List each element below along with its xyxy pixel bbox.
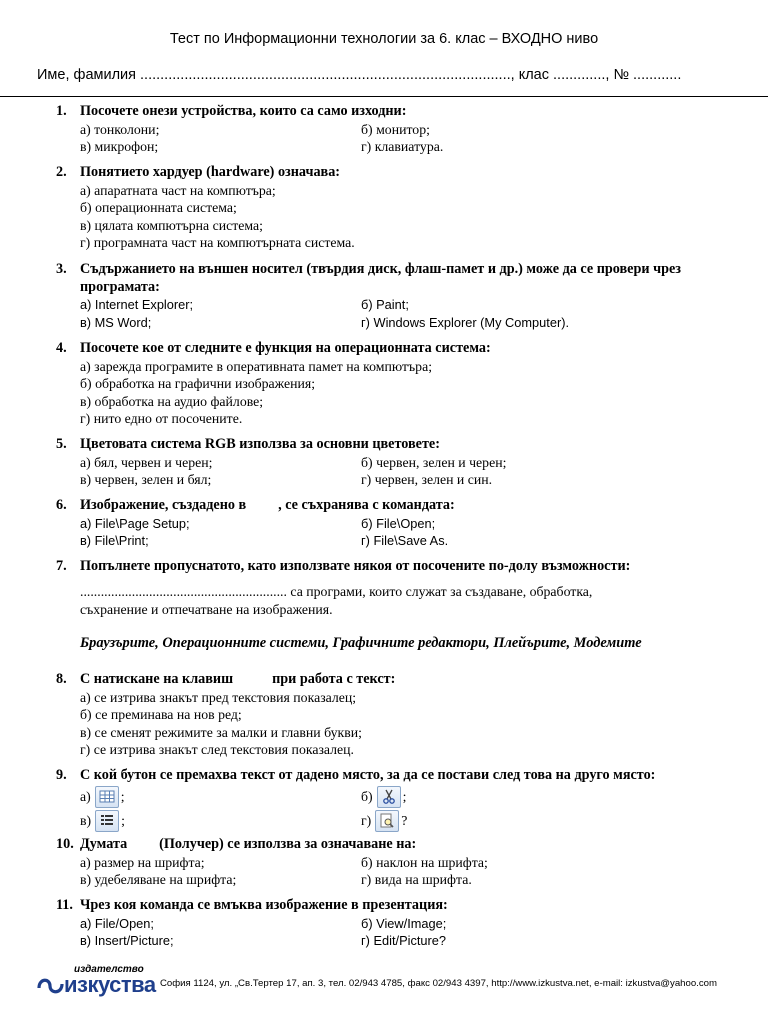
question-number: 10. — [56, 836, 74, 852]
question-number: 1. — [56, 103, 67, 119]
list-icon — [95, 810, 119, 832]
option-d: г) програмната част на компютърната система. — [80, 235, 355, 250]
question-number: 7. — [56, 558, 67, 574]
question-number: 2. — [56, 164, 67, 180]
option-a: а) Internet Explorer; — [80, 297, 194, 312]
question-text: Съдържанието на външен носител (твърдия диск, флаш-памет и др.) може да се провери чрез програмата: — [80, 261, 681, 295]
option-a: а) File\Page Setup; — [80, 515, 190, 531]
option-a: а) ; — [80, 785, 361, 809]
question-number: 5. — [56, 436, 67, 452]
option-d: г) вида на шрифта. — [361, 872, 472, 887]
question-text: Понятието хардуер (hardware) означава: — [80, 164, 341, 180]
option-d: г) се изтрива знакът след текстовия показалец. — [80, 742, 354, 757]
publisher-contact: София 1124, ул. „Св.Тертер 17, ап. 3, тел. 02/943 4785, факс 02/943 4397, http://www.izkustva.net, e-mail: izkustva@yahoo.com — [160, 978, 717, 989]
option-d: г) ? — [361, 809, 407, 833]
question-9 — [56, 767, 746, 833]
option-a: а) бял, червен и черен; — [80, 454, 213, 470]
question-text: С кой бутон се премахва текст от дадено място, за да се постави след това на друго място: — [80, 767, 656, 783]
question-text: Посочете кое от следните е функция на операционната система: — [80, 340, 491, 356]
logo-name: изкуства — [64, 972, 156, 997]
question-number: 6. — [56, 497, 67, 513]
option-a: а) апаратната част на компютъра; — [80, 182, 276, 198]
question-text: Посочете онези устройства, които са само изходни: — [80, 103, 407, 119]
question-text: Цветовата система RGB използва за основни цветовете: — [80, 436, 440, 452]
answer-choices: Браузърите, Операционните системи, Графичните редактори, Плейърите, Модемите — [80, 635, 642, 651]
option-b: б) операционната система; — [80, 200, 237, 215]
question-1 — [56, 103, 746, 156]
question-10 — [56, 836, 746, 889]
fill-blank-line-2: съхранение и отпечатване на изображения. — [80, 601, 333, 617]
option-b: б) обработка на графични изображения; — [80, 376, 316, 391]
question-2 — [56, 164, 746, 252]
question-number: 11. — [56, 897, 73, 913]
scissors-icon — [377, 786, 401, 808]
question-text: Чрез коя команда се вмъква изображение в презентация: — [80, 897, 448, 913]
option-b: б) червен, зелен и черен; — [361, 454, 507, 470]
option-c: в) червен, зелен и бял; — [80, 472, 212, 487]
question-4 — [56, 340, 746, 428]
question-number: 9. — [56, 767, 67, 783]
option-d: г) червен, зелен и син. — [361, 472, 493, 487]
question-number: 3. — [56, 261, 67, 277]
question-number: 4. — [56, 340, 67, 356]
question-number: 8. — [56, 671, 67, 687]
question-text: С натискане на клавиш при работа с текст: — [80, 671, 396, 687]
option-a: а) File/Open; — [80, 915, 154, 931]
option-b: б) се преминава на нов ред; — [80, 707, 242, 722]
option-b: б) View/Image; — [361, 915, 447, 931]
student-name-line: Име, фамилия ............................................................................................, клас ............., № ............ — [37, 67, 682, 83]
print-preview-icon — [375, 810, 399, 832]
publisher-logo — [36, 962, 154, 1002]
option-d: г) Edit/Picture? — [361, 933, 447, 948]
option-c: в) ; — [80, 809, 361, 833]
question-text: Думата (Получер) се използва за означаване на: — [80, 836, 417, 852]
option-d: г) нито едно от посочените. — [80, 411, 243, 426]
option-c: в) удебеляване на шрифта; — [80, 872, 237, 887]
option-b: б) монитор; — [361, 121, 430, 137]
header-divider — [0, 96, 768, 97]
option-c: в) микрофон; — [80, 139, 159, 154]
question-8 — [56, 671, 746, 759]
option-d: г) File\Save As. — [361, 533, 449, 548]
question-3 — [56, 261, 746, 331]
fill-blank-line: ............................................................ са програми, които служат за създаване, обработка, — [80, 583, 593, 599]
option-a: а) се изтрива знакът пред текстовия показалец; — [80, 689, 357, 705]
question-text: Изображение, създадено в , се съхранява с командата: — [80, 497, 455, 513]
question-11 — [56, 897, 746, 950]
option-d: г) клавиатура. — [361, 139, 444, 154]
publisher-logo-icon — [36, 974, 66, 1000]
option-b: б) File\Open; — [361, 515, 436, 531]
question-6 — [56, 497, 746, 550]
logo-subtitle: издателство — [74, 964, 144, 975]
option-a: а) размер на шрифта; — [80, 854, 205, 870]
option-b: б) Paint; — [361, 297, 409, 312]
option-b: б) наклон на шрифта; — [361, 854, 488, 870]
option-c: в) обработка на аудио файлове; — [80, 393, 264, 409]
option-a: а) зарежда програмите в оперативната памет на компютъра; — [80, 358, 433, 374]
option-c: в) се сменят режимите за малки и главни букви; — [80, 724, 362, 740]
footer — [36, 962, 746, 1002]
question-7 — [56, 558, 746, 619]
option-c: в) цялата компютърна система; — [80, 217, 263, 233]
question-text: Попълнете пропуснатото, като използвате някоя от посочените по-долу възможности: — [80, 558, 631, 574]
option-c: в) Insert/Picture; — [80, 933, 174, 948]
option-c: в) MS Word; — [80, 314, 152, 330]
option-c: в) File\Print; — [80, 533, 149, 548]
question-5 — [56, 436, 746, 489]
page-title: Тест по Информационни технологии за 6. клас – ВХОДНО ниво — [169, 31, 599, 47]
option-a: а) тонколони; — [80, 121, 160, 137]
option-b: б) ; — [361, 785, 406, 809]
table-icon — [95, 786, 119, 808]
option-d: г) Windows Explorer (My Computer). — [361, 314, 570, 330]
